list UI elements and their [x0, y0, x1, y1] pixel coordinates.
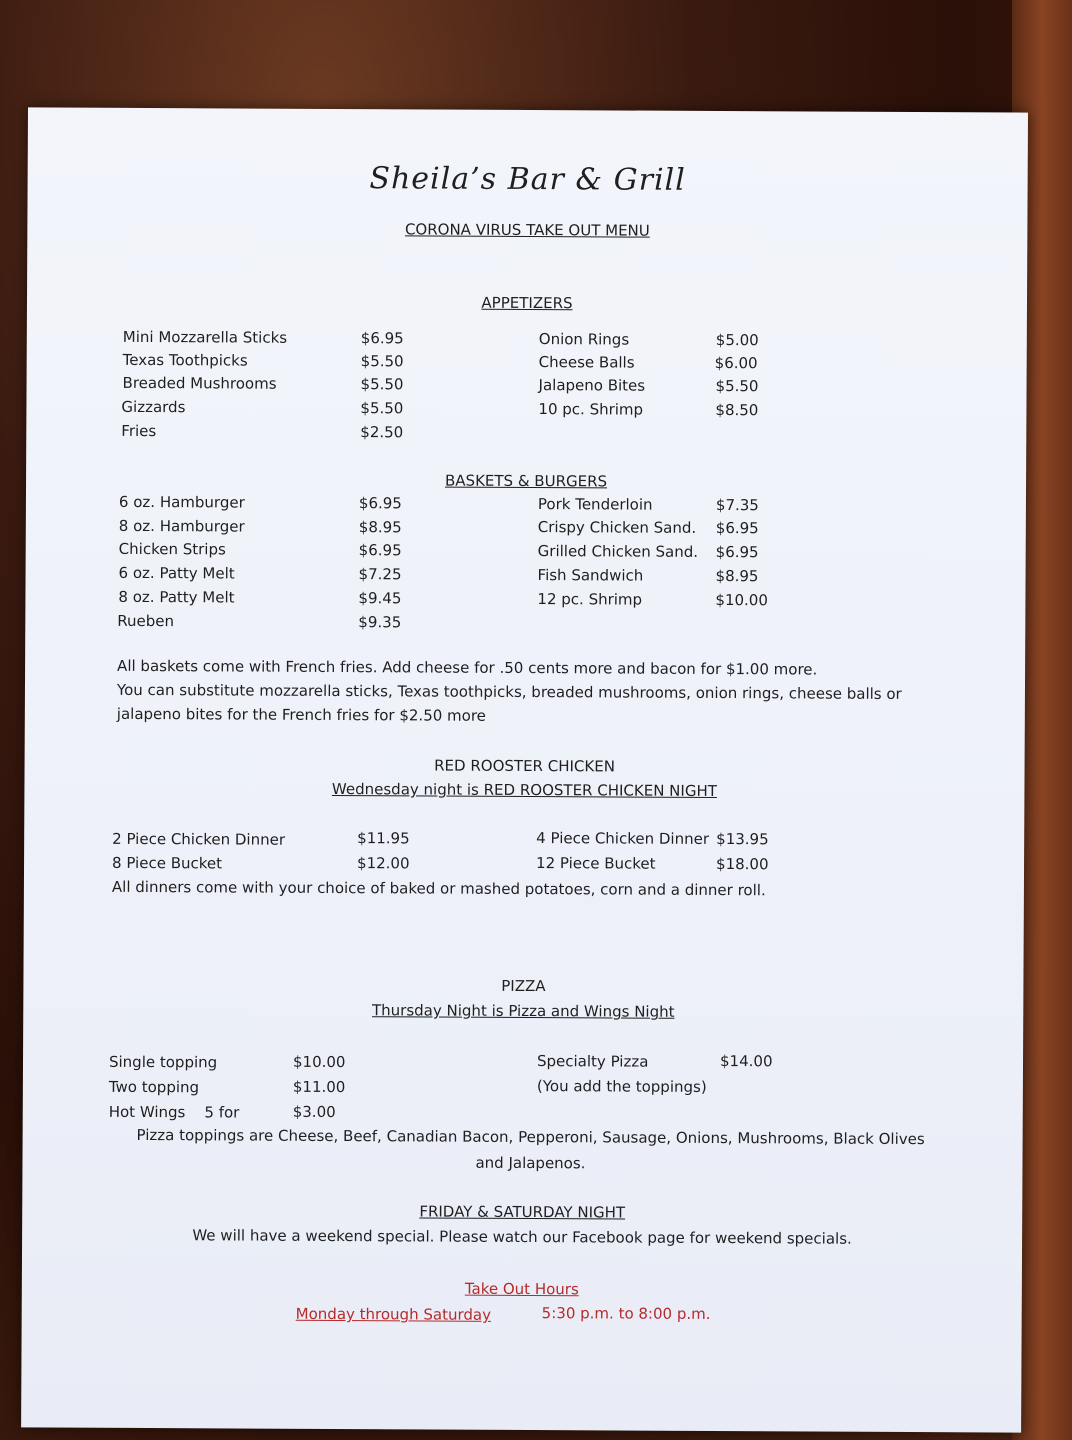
pizza-toppings-line: Pizza toppings are Cheese, Beef, Canadian Bacon, Pepperoni, Sausage, Onions, Mushrooms, Black Olives	[136, 1125, 925, 1149]
menu-item-price: $6.95	[358, 494, 402, 513]
menu-item-price: $3.00	[292, 1102, 336, 1122]
restaurant-name: Sheila’s Bar & Grill	[369, 161, 686, 198]
menu-item-price: $7.25	[358, 565, 402, 584]
baskets-note-line: All baskets come with French fries. Add cheese for .50 cents more and bacon for $1.00 more.	[117, 656, 818, 679]
menu-item-name: 8 oz. Hamburger	[118, 516, 245, 536]
menu-item-price: $8.95	[715, 566, 759, 586]
menu-item-price: $6.95	[715, 542, 759, 562]
menu-item-price: $9.35	[358, 613, 402, 632]
menu-item-name: Single topping	[108, 1052, 218, 1072]
menu-item-price: $7.35	[715, 495, 759, 515]
menu-item-name: 4 Piece Chicken Dinner	[536, 829, 710, 848]
menu-item-price: $5.00	[715, 330, 759, 350]
menu-item-price: $6.00	[714, 353, 758, 373]
hours-days: Monday through Saturday	[295, 1304, 492, 1324]
menu-item-name: Rueben	[117, 611, 175, 631]
menu-item-name: 6 oz. Patty Melt	[118, 563, 235, 583]
baskets-note	[117, 654, 917, 730]
menu-item-name: Crispy Chicken Sand.	[537, 518, 697, 537]
menu-item-name: Jalapeno Bites	[538, 376, 646, 395]
menu-item-name: Hot Wings 5 for	[108, 1102, 240, 1122]
menu-item-price: $5.50	[360, 375, 404, 394]
menu-item-price: $6.95	[360, 329, 404, 348]
menu-item-price: $11.95	[357, 829, 410, 848]
menu-item-price: $8.95	[358, 518, 402, 537]
menu-item-name: 12 Piece Bucket	[536, 854, 656, 873]
weekend-text: We will have a weekend special. Please watch our Facebook page for weekend specials.	[192, 1226, 852, 1248]
appetizers-heading: APPETIZERS	[481, 293, 573, 313]
weekend-heading: FRIDAY & SATURDAY NIGHT	[419, 1202, 626, 1222]
menu-item-name: 10 pc. Shrimp	[538, 400, 644, 419]
hours-heading: Take Out Hours	[464, 1279, 579, 1299]
pizza-toppings	[30, 1125, 1030, 1174]
chicken-subheading: Wednesday night is RED ROOSTER CHICKEN NIGHT	[331, 779, 717, 800]
menu-item-name: Fish Sandwich	[537, 566, 644, 585]
menu-item-name: Two topping	[108, 1077, 200, 1097]
baskets-heading: BASKETS & BURGERS	[444, 471, 608, 491]
menu-item-name: 2 Piece Chicken Dinner	[112, 829, 286, 849]
menu-item-name: Texas Toothpicks	[122, 350, 248, 370]
menu-sheet	[21, 107, 1028, 1432]
menu-item-name: 12 pc. Shrimp	[537, 590, 643, 609]
menu-item-price: $6.95	[715, 518, 759, 538]
chicken-heading: RED ROOSTER CHICKEN	[434, 756, 616, 776]
menu-item-name: Fries	[121, 421, 157, 441]
specialty-pizza-name: Specialty Pizza	[536, 1052, 649, 1071]
menu-item-price: $11.00	[292, 1077, 346, 1097]
menu-item-price: $2.50	[360, 423, 404, 442]
menu-item-name: Grilled Chicken Sand.	[537, 542, 699, 561]
menu-item-price: $13.95	[716, 829, 769, 849]
menu-item-name: 8 oz. Patty Melt	[118, 587, 235, 607]
menu-item-name: 6 oz. Hamburger	[118, 492, 245, 512]
pizza-heading: PIZZA	[501, 976, 546, 996]
specialty-pizza-price: $14.00	[719, 1052, 773, 1071]
menu-item-price: $5.50	[360, 399, 404, 418]
menu-subtitle: CORONA VIRUS TAKE OUT MENU	[404, 220, 650, 240]
menu-item-name: Pork Tenderloin	[537, 495, 653, 514]
menu-item-price: $9.45	[358, 589, 402, 608]
menu-item-price: $10.00	[292, 1052, 346, 1072]
baskets-note-line: jalapeno bites for the French fries for $2.50 more	[116, 704, 486, 725]
menu-item-name: Onion Rings	[538, 330, 630, 349]
menu-item-price: $5.50	[360, 352, 404, 371]
menu-item-price: $8.50	[715, 400, 759, 420]
specialty-pizza-note: (You add the toppings)	[536, 1077, 707, 1096]
chicken-note: All dinners come with your choice of baked or mashed potatoes, corn and a dinner roll.	[111, 877, 766, 900]
menu-item-price: $18.00	[716, 854, 769, 874]
menu-item-name: Gizzards	[121, 397, 186, 417]
menu-item-name: Mini Mozzarella Sticks	[122, 327, 288, 347]
pizza-subheading: Thursday Night is Pizza and Wings Night	[371, 1001, 675, 1021]
pizza-toppings-line: and Jalapenos.	[475, 1153, 586, 1173]
menu-item-name: Chicken Strips	[118, 539, 226, 559]
hours-time: 5:30 p.m. to 8:00 p.m.	[541, 1304, 711, 1323]
menu-item-name: Cheese Balls	[538, 353, 635, 372]
menu-item-price: $12.00	[357, 854, 410, 873]
baskets-note-line: You can substitute mozzarella sticks, Texas toothpicks, breaded mushrooms, onion rings, cheese balls or	[116, 680, 902, 703]
menu-item-price: $10.00	[715, 590, 768, 610]
menu-item-name: Breaded Mushrooms	[122, 373, 277, 393]
menu-item-price: $5.50	[715, 376, 759, 396]
menu-item-price: $6.95	[358, 541, 402, 560]
menu-item-name: 8 Piece Bucket	[112, 853, 223, 873]
